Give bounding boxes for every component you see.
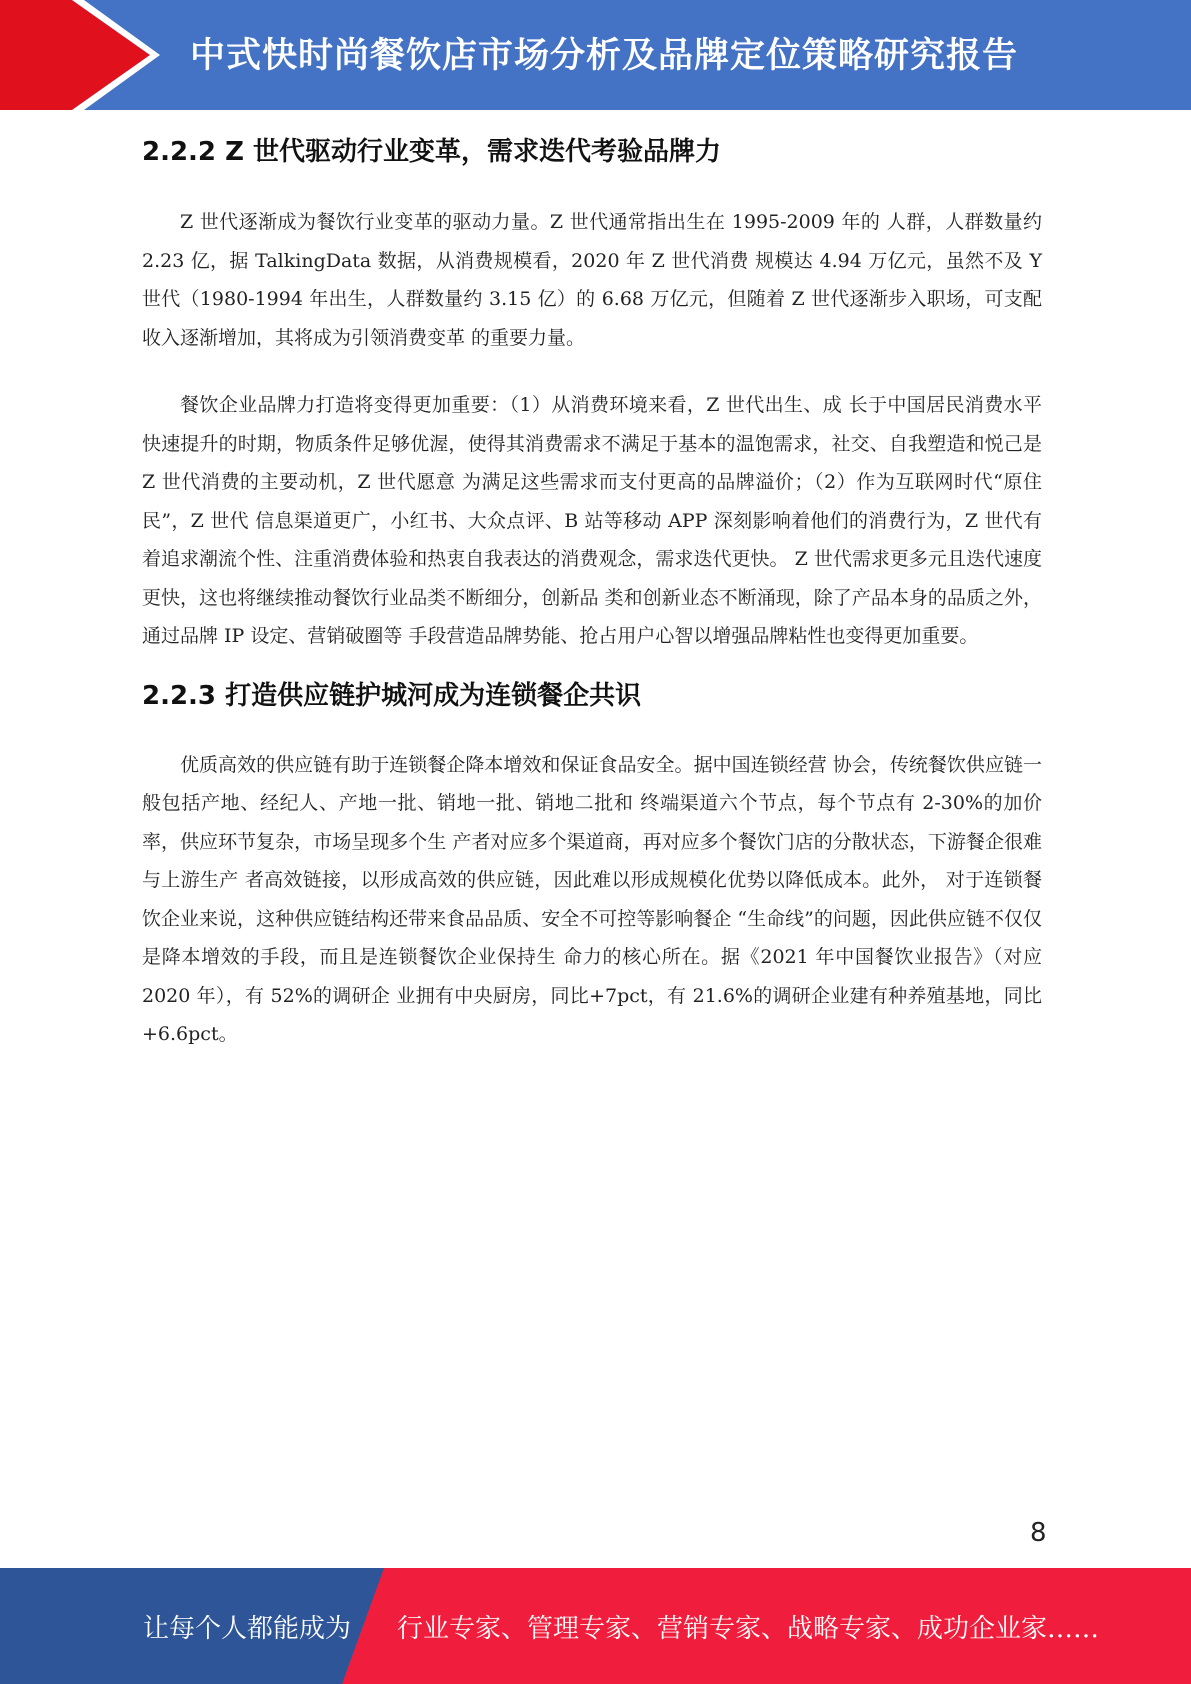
- section-heading-2-2-2: 2.2.2 Z 世代驱动行业变革，需求迭代考验品牌力: [142, 137, 721, 167]
- paragraph: Z 世代逐渐成为餐饮行业变革的驱动力量。Z 世代通常指出生在 1995-2009 年的 人群，人群数量约 2.23 亿，据 TalkingData 数据，从消费规模看，2020 年 Z 世代消费 规模达 4.94 万亿元，虽然不及 Y 世代（1980-1994 年出生，人群数量约 3.15 亿）的 6.68 万亿元，但随着 Z 世代逐渐步入职场，可支配收入逐渐增加，其将成为引领消费变革 的重要力量。: [142, 211, 1042, 349]
- section-heading-2-2-3: 2.2.3 打造供应链护城河成为连锁餐企共识: [142, 680, 642, 711]
- footer-slogan-right: 行业专家、管理专家、营销专家、战略专家、成功企业家……: [397, 1614, 1100, 1644]
- page-header: [0, 0, 1191, 110]
- page-footer: [0, 1568, 1191, 1684]
- page-number: 8: [1030, 1518, 1047, 1548]
- footer-slogan-left: 让每个人都能成为: [143, 1614, 352, 1644]
- report-title: 中式快时尚餐饮店市场分析及品牌定位策略研究报告: [190, 36, 1019, 76]
- paragraph: 优质高效的供应链有助于连锁餐企降本增效和保证食品安全。据中国连锁经营 协会，传统餐饮供应链一般包括产地、经纪人、产地一批、销地一批、销地二批和 终端渠道六个节点，每个节点有 2-30%的加价率，供应环节复杂，市场呈现多个生 产者对应多个渠道商，再对应多个餐饮门店的分散状态，下游餐企很难与上游生产 者高效链接，以形成高效的供应链，因此难以形成规模化优势以降低成本。此外， 对于连锁餐饮企业来说，这种供应链结构还带来食品品质、安全不可控等影响餐企 “生命线”的问题，因此供应链不仅仅是降本增效的手段，而且是连锁餐饮企业保持生 命力的核心所在。据《2021 年中国餐饮业报告》（对应 2020 年），有 52%的调研企 业拥有中央厨房，同比+7pct，有 21.6%的调研企业建有种养殖基地，同比+6.6pct。: [142, 753, 1042, 1045]
- main-content: [142, 128, 1042, 1054]
- paragraph: 餐饮企业品牌力打造将变得更加重要：（1）从消费环境来看，Z 世代出生、成 长于中国居民消费水平快速提升的时期，物质条件足够优渥，使得其消费需求不满足于基本的温饱需求，社交、自我塑造和悦己是 Z 世代消费的主要动机，Z 世代愿意 为满足这些需求而支付更高的品牌溢价；（2）作为互联网时代“原住民”，Z 世代 信息渠道更广，小红书、大众点评、B 站等移动 APP 深刻影响着他们的消费行为，Z 世代有着追求潮流个性、注重消费体验和热衷自我表达的消费观念，需求迭代更快。 Z 世代需求更多元且迭代速度更快，这也将继续推动餐饮行业品类不断细分，创新品 类和创新业态不断涌现，除了产品本身的品质之外，通过品牌 IP 设定、营销破圈等 手段营造品牌势能、抢占用户心智以增强品牌粘性也变得更加重要。: [142, 394, 1042, 647]
